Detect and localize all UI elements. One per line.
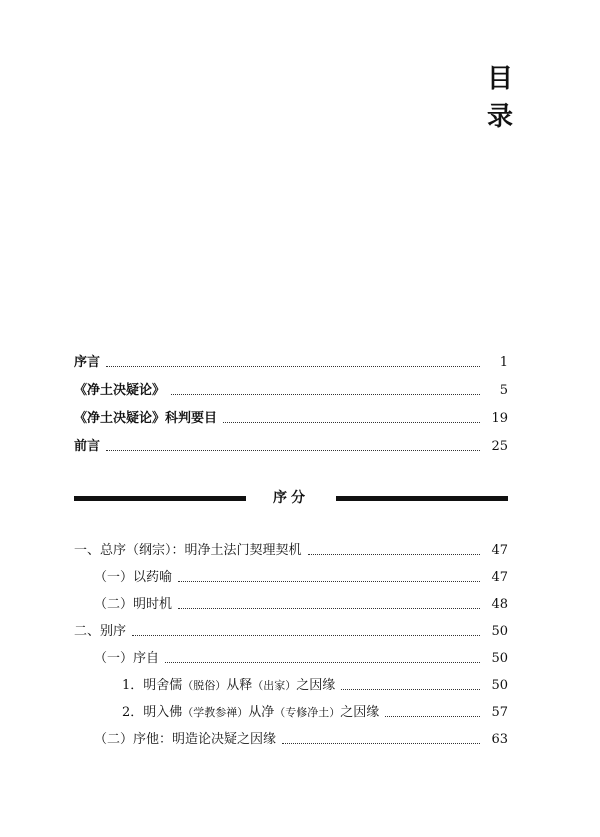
label-part: 1．明舍儒 <box>122 678 183 693</box>
toc-page-number: 25 <box>491 439 508 454</box>
label-note: （专修净土） <box>274 706 341 719</box>
toc-entry-label <box>122 677 335 695</box>
toc-page-number: 57 <box>491 705 508 720</box>
label-part: 2．明入佛 <box>122 705 183 720</box>
toc-entry[interactable] <box>94 646 508 668</box>
toc-entry-label <box>122 704 379 722</box>
toc-page-number: 47 <box>491 570 508 585</box>
label-part: 从净 <box>248 705 275 720</box>
toc-entry[interactable] <box>94 565 508 587</box>
dot-leader <box>385 716 480 717</box>
toc-entry-label: 前言 <box>74 439 101 454</box>
dot-leader <box>308 554 480 555</box>
toc-entry[interactable] <box>74 538 508 560</box>
toc-entry-label: 二、别序 <box>74 624 127 639</box>
toc-entry-label: （二）明时机 <box>94 597 173 612</box>
toc-entry-label: 序言 <box>74 355 101 370</box>
dot-leader <box>106 450 480 451</box>
toc-entry[interactable] <box>94 727 508 749</box>
toc-entry[interactable] <box>74 619 508 641</box>
toc-entry[interactable] <box>94 592 508 614</box>
title-char-2: 录 <box>486 102 513 132</box>
toc-entry-outline[interactable] <box>74 406 508 428</box>
dot-leader <box>178 608 480 609</box>
toc-page-number: 19 <box>491 411 508 426</box>
dot-leader <box>106 366 480 367</box>
label-note: （出家） <box>252 679 297 692</box>
toc-entry-foreword[interactable] <box>74 434 508 456</box>
toc-page-number: 48 <box>491 597 508 612</box>
label-note: （脱俗） <box>182 679 227 692</box>
dot-leader <box>132 635 480 636</box>
section-divider <box>74 487 508 509</box>
section-title: 序分 <box>273 490 309 506</box>
divider-bar-left <box>74 496 246 501</box>
toc-page-number: 1 <box>499 355 508 370</box>
toc-entry-label: （一）序自 <box>94 651 160 666</box>
toc-entry-label: 《净土决疑论》科判要目 <box>74 411 218 426</box>
toc-page-number: 47 <box>491 543 508 558</box>
dot-leader <box>178 581 480 582</box>
toc-entry-preface[interactable] <box>74 350 508 372</box>
dot-leader <box>341 689 480 690</box>
toc-entry-label: （一）以药喻 <box>94 570 173 585</box>
dot-leader <box>223 422 480 423</box>
toc-page-number: 63 <box>491 732 508 747</box>
title-char-1: 目 <box>486 64 513 94</box>
toc-page-number: 50 <box>491 624 508 639</box>
toc-page-number: 5 <box>499 383 508 398</box>
toc-entry-label: （二）序他：明造论决疑之因缘 <box>94 732 277 747</box>
toc-page-number: 50 <box>491 678 508 693</box>
label-part: 从释 <box>226 678 253 693</box>
divider-bar-right <box>336 496 508 501</box>
dot-leader <box>171 394 480 395</box>
toc-entry-label: 一、总序（纲宗）：明净土法门契理契机 <box>74 543 302 558</box>
dot-leader <box>165 662 480 663</box>
page-title <box>470 60 530 136</box>
label-part: 之因缘 <box>340 705 380 720</box>
toc-entry-label: 《净土决疑论》 <box>74 383 166 398</box>
dot-leader <box>282 743 480 744</box>
toc-entry[interactable] <box>122 673 508 695</box>
toc-entry[interactable] <box>122 700 508 722</box>
label-part: 之因缘 <box>296 678 336 693</box>
toc-entry-treatise[interactable] <box>74 378 508 400</box>
toc-page-number: 50 <box>491 651 508 666</box>
label-note: （学教参禅） <box>182 706 249 719</box>
